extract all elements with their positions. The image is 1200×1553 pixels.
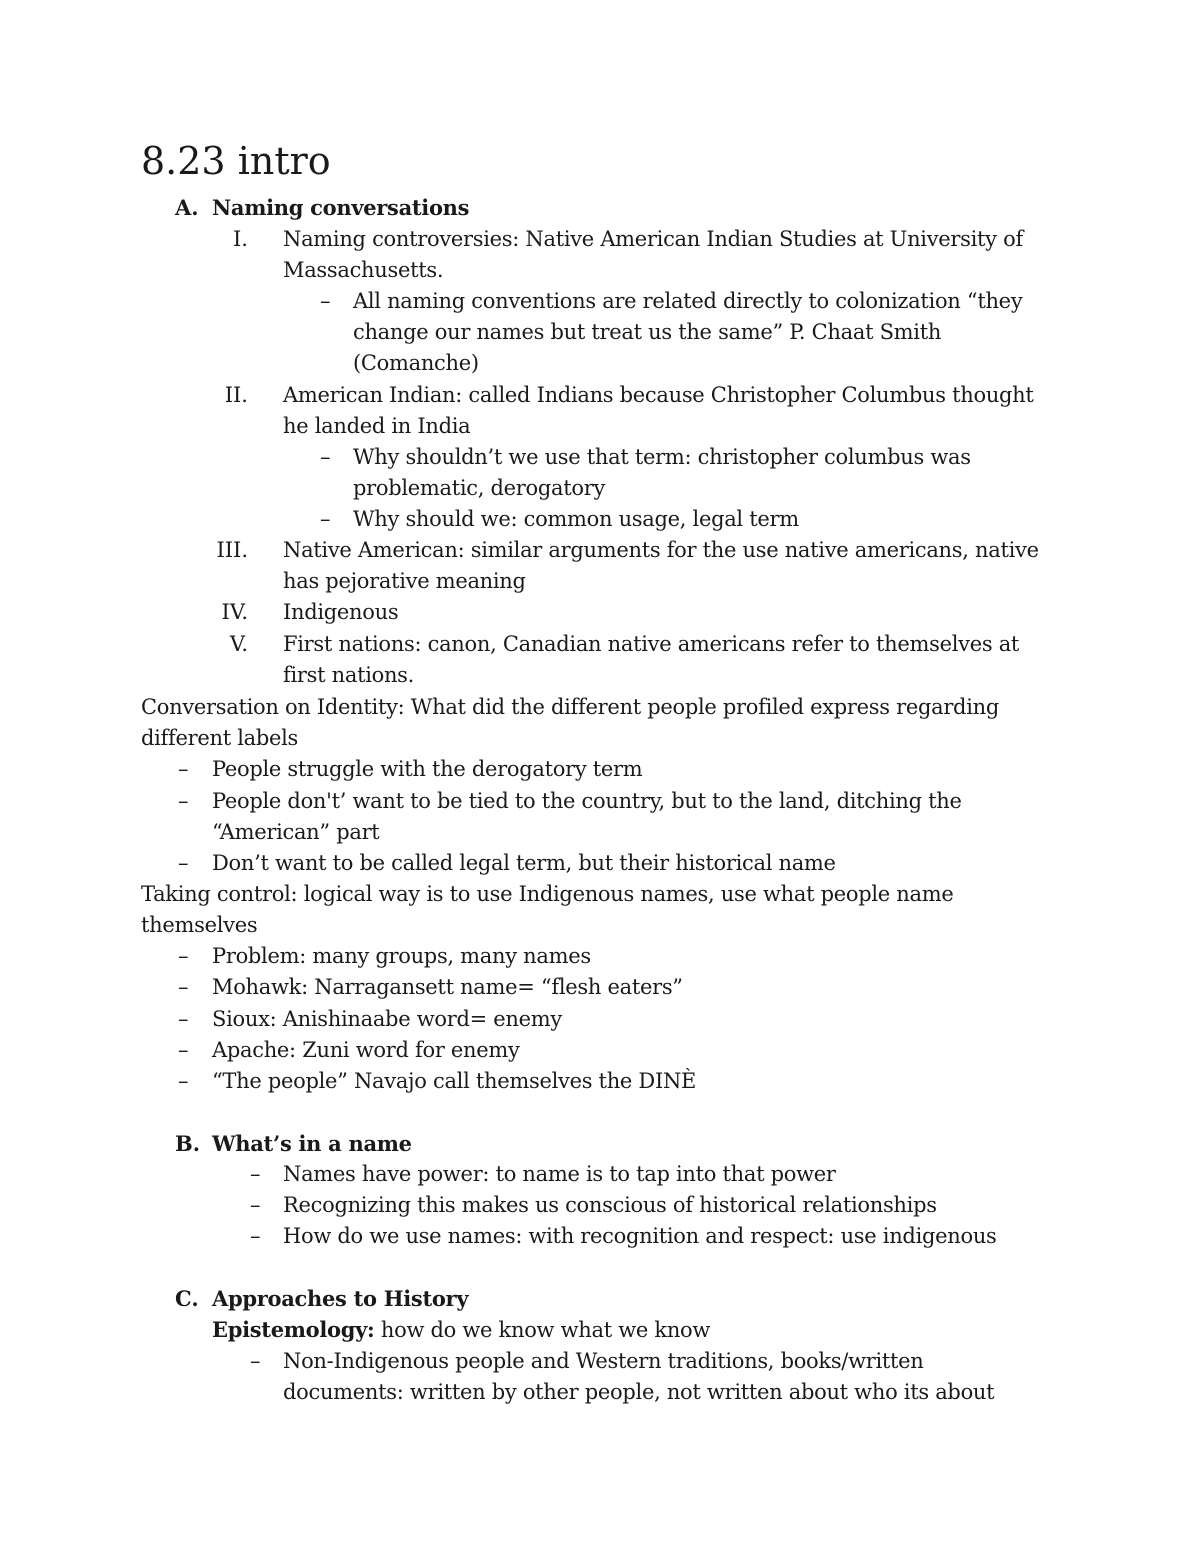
roman-marker: III.: [216, 538, 248, 562]
section-c-heading: Approaches to History: [212, 1286, 469, 1311]
page-title: 8.23 intro: [141, 139, 331, 183]
bullet-text: People struggle with the derogatory term: [212, 757, 643, 781]
roman-marker: I.: [233, 227, 248, 251]
bullet-text: How do we use names: with recognition and respect: use indigenous: [283, 1224, 997, 1248]
bullet-text: Recognizing this makes us conscious of historical relationships: [283, 1193, 937, 1217]
bullet-text: People don't’ want to be tied to the country, but to the land, ditching the: [212, 789, 962, 813]
roman-marker: IV.: [221, 600, 248, 624]
bullet-text: Names have power: to name is to tap into that power: [283, 1162, 836, 1186]
epistemology-label: Epistemology:: [212, 1317, 375, 1342]
dash-bullet: –: [178, 1007, 189, 1031]
paragraph-text: Conversation on Identity: What did the different people profiled express regarding: [141, 695, 999, 719]
section-c-marker: C.: [175, 1286, 199, 1311]
dash-bullet: –: [178, 975, 189, 999]
bullet-text: Sioux: Anishinaabe word= enemy: [212, 1007, 562, 1031]
dash-bullet: –: [320, 445, 331, 469]
bullet-text: documents: written by other people, not written about who its about: [283, 1380, 995, 1404]
paragraph-text: Taking control: logical way is to use Indigenous names, use what people name: [141, 882, 954, 906]
dash-bullet: –: [320, 289, 331, 313]
dash-bullet: –: [250, 1224, 261, 1248]
dash-bullet: –: [178, 789, 189, 813]
sub-item-text: All naming conventions are related directly to colonization “they: [353, 289, 1023, 313]
sub-item-text: change our names but treat us the same” P. Chaat Smith: [353, 320, 942, 344]
section-a-marker: A.: [175, 195, 199, 220]
list-item-text: first nations.: [283, 663, 415, 687]
dash-bullet: –: [250, 1193, 261, 1217]
section-b-marker: B.: [175, 1131, 201, 1156]
dash-bullet: –: [250, 1349, 261, 1373]
dash-bullet: –: [178, 851, 189, 875]
sub-item-text: Why shouldn’t we use that term: christopher columbus was: [353, 445, 971, 469]
roman-marker: V.: [229, 632, 248, 656]
epistemology-line: [212, 1314, 710, 1346]
dash-bullet: –: [320, 507, 331, 531]
list-item-text: he landed in India: [283, 414, 471, 438]
list-item-text: Native American: similar arguments for the use native americans, native: [283, 538, 1039, 562]
bullet-text: Don’t want to be called legal term, but their historical name: [212, 851, 836, 875]
sub-item-text: Why should we: common usage, legal term: [353, 507, 799, 531]
bullet-text: Apache: Zuni word for enemy: [212, 1038, 520, 1062]
paragraph-text: themselves: [141, 913, 258, 937]
dash-bullet: –: [178, 1069, 189, 1093]
roman-marker: II.: [224, 383, 248, 407]
bullet-text: “The people” Navajo call themselves the DINÈ: [212, 1069, 697, 1093]
paragraph-text: different labels: [141, 726, 299, 750]
list-item-text: Naming controversies: Native American Indian Studies at University of: [283, 227, 1023, 251]
list-item-text: Indigenous: [283, 600, 399, 624]
dash-bullet: –: [250, 1162, 261, 1186]
section-b-heading: What’s in a name: [212, 1131, 412, 1156]
epistemology-text: how do we know what we know: [374, 1318, 711, 1342]
bullet-text: Mohawk: Narragansett name= “flesh eaters”: [212, 975, 683, 999]
bullet-text: “American” part: [212, 820, 380, 844]
bullet-text: Non-Indigenous people and Western traditions, books/written: [283, 1349, 924, 1373]
list-item-text: American Indian: called Indians because Christopher Columbus thought: [283, 383, 1034, 407]
dash-bullet: –: [178, 1038, 189, 1062]
list-item-text: Massachusetts.: [283, 258, 444, 282]
list-item-text: First nations: canon, Canadian native americans refer to themselves at: [283, 632, 1020, 656]
sub-item-text: (Comanche): [353, 351, 479, 375]
bullet-text: Problem: many groups, many names: [212, 944, 591, 968]
list-item-text: has pejorative meaning: [283, 569, 526, 593]
dash-bullet: –: [178, 757, 189, 781]
section-a-heading: Naming conversations: [212, 195, 470, 220]
sub-item-text: problematic, derogatory: [353, 476, 606, 500]
dash-bullet: –: [178, 944, 189, 968]
